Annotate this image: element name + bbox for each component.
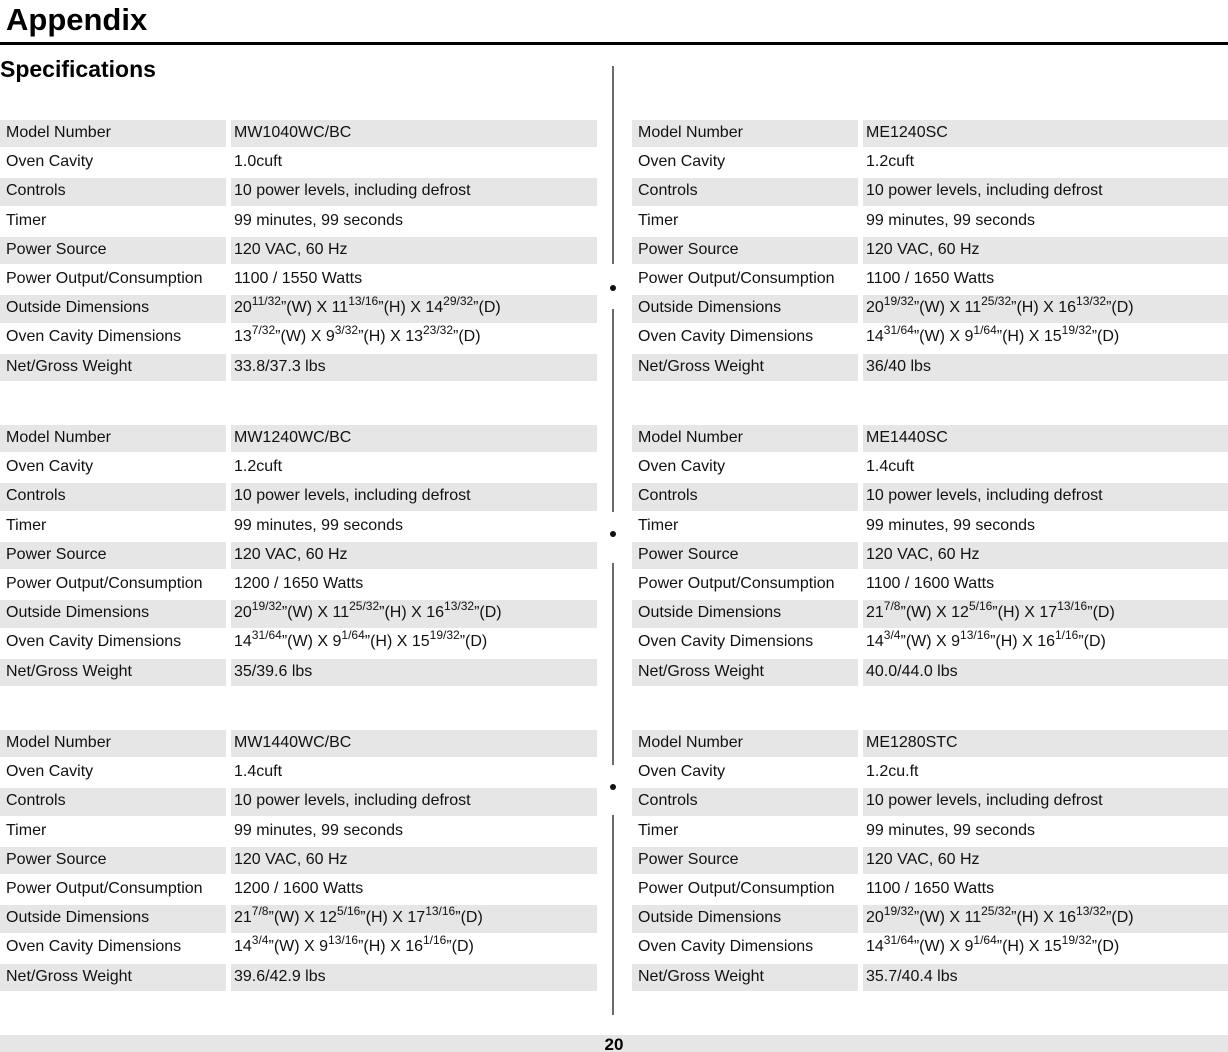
- dimension-fraction: 1/64: [341, 628, 365, 643]
- dimension-whole: 9: [325, 328, 335, 346]
- spec-value: [863, 295, 1228, 322]
- dimension-unit: ”(W) X: [268, 938, 320, 956]
- spec-value: 10 power levels, including defrost: [863, 788, 1228, 815]
- spec-label: Net/Gross Weight: [0, 964, 226, 991]
- dimension-unit: ”(D): [1106, 909, 1134, 927]
- spec-label: Timer: [6, 516, 47, 534]
- spec-row-model-number: [632, 120, 1228, 149]
- spec-value: 99 minutes, 99 seconds: [866, 821, 1035, 839]
- spec-row-timer: [0, 208, 597, 237]
- dimension-unit: ”(D): [473, 299, 501, 317]
- dimension-unit: ”(H) X: [992, 604, 1040, 622]
- dimension-whole: 9: [332, 633, 342, 651]
- dimension-fraction: 13/16: [328, 933, 359, 948]
- spec-label: Net/Gross Weight: [632, 354, 858, 381]
- spec-value: ME1280STC: [863, 730, 1228, 757]
- dimension-unit: ”(H) X: [990, 633, 1038, 651]
- spec-label: Controls: [0, 788, 226, 815]
- dimension-fraction: 7/8: [251, 904, 269, 919]
- dimension-unit: ”(W) X: [268, 909, 320, 927]
- spec-row-power-output: [632, 876, 1228, 905]
- dimension-fraction: 25/32: [981, 904, 1012, 919]
- spec-value: 99 minutes, 99 seconds: [234, 821, 403, 839]
- spec-label: Timer: [638, 516, 679, 534]
- spec-row-oven-cavity-dimensions: [0, 629, 597, 658]
- spec-label: Oven Cavity: [6, 153, 94, 171]
- dimension-fraction: 25/32: [981, 294, 1012, 309]
- spec-label: Oven Cavity Dimensions: [638, 633, 814, 651]
- spec-row-net-gross-weight: [632, 354, 1228, 383]
- spec-row-oven-cavity: [0, 759, 597, 788]
- spec-row-model-number: [0, 730, 597, 759]
- spec-row-controls: [0, 788, 597, 817]
- spec-row-net-gross-weight: [632, 964, 1228, 993]
- spec-label: Net/Gross Weight: [0, 659, 226, 686]
- spec-label: Timer: [6, 211, 47, 229]
- spec-label: Power Source: [632, 847, 858, 874]
- spec-row-controls: [0, 178, 597, 207]
- dimension-whole: 12: [319, 909, 337, 927]
- page-number: 20: [604, 1035, 624, 1052]
- spec-label: Oven Cavity: [638, 763, 726, 781]
- dimension-unit: ”(D): [1078, 633, 1106, 651]
- column-divider: [612, 66, 614, 264]
- spec-row-model-number: [0, 120, 597, 149]
- dimension-whole: 16: [1037, 633, 1055, 651]
- spec-value: 1100 / 1650 Watts: [866, 269, 995, 287]
- page-title: Appendix: [6, 2, 148, 37]
- dimension-whole: 16: [405, 938, 423, 956]
- dimension-fraction: 23/32: [422, 323, 454, 338]
- spec-value: 33.8/37.3 lbs: [231, 354, 597, 381]
- spec-label: Oven Cavity Dimensions: [638, 938, 814, 956]
- spec-row-timer: [0, 818, 597, 847]
- spec-row-timer: [632, 208, 1228, 237]
- dimension-fraction: 19/32: [883, 294, 914, 309]
- spec-row-power-output: [632, 266, 1228, 295]
- dimension-whole: 14: [425, 299, 444, 317]
- dimension-whole: 14: [866, 633, 884, 651]
- dimension-unit: ”(W) X: [275, 328, 326, 346]
- spec-row-outside-dimensions: [632, 905, 1228, 934]
- dimension-unit: ”(H) X: [996, 328, 1044, 346]
- spec-row-timer: [632, 818, 1228, 847]
- dimension-unit: ”(W) X: [281, 633, 333, 651]
- spec-label: Power Source: [632, 237, 858, 264]
- spec-label: Model Number: [632, 425, 858, 452]
- spec-value: 1.0cuft: [234, 153, 283, 171]
- spec-value: 10 power levels, including defrost: [231, 483, 597, 510]
- divider-dot: [610, 285, 616, 291]
- dimension-whole: 14: [234, 633, 252, 651]
- divider-dot: [610, 784, 616, 790]
- dimension-whole: 11: [964, 909, 982, 927]
- spec-label: Oven Cavity Dimensions: [6, 633, 182, 651]
- spec-label: Outside Dimensions: [632, 295, 858, 322]
- spec-label: Net/Gross Weight: [632, 964, 858, 991]
- spec-value: 39.6/42.9 lbs: [231, 964, 597, 991]
- spec-value: 120 VAC, 60 Hz: [231, 847, 597, 874]
- spec-value: MW1440WC/BC: [231, 730, 597, 757]
- spec-row-outside-dimensions: [0, 295, 597, 324]
- dimension-fraction: 7/8: [883, 599, 901, 614]
- dimension-unit: ”(D): [446, 938, 474, 956]
- spec-value: 40.0/44.0 lbs: [863, 659, 1228, 686]
- dimension-unit: ”(W) X: [913, 328, 965, 346]
- spec-value: 1100 / 1600 Watts: [866, 574, 995, 592]
- dimension-whole: 17: [407, 909, 426, 927]
- spec-label: Power Output/Consumption: [6, 879, 203, 897]
- spec-label: Power Output/Consumption: [638, 879, 835, 897]
- spec-row-net-gross-weight: [632, 659, 1228, 688]
- dimension-whole: 9: [319, 938, 329, 956]
- dimension-unit: ”(W) X: [913, 938, 965, 956]
- dimension-unit: ”(D): [1091, 328, 1120, 346]
- dimension-fraction: 19/32: [251, 599, 282, 614]
- spec-value: 36/40 lbs: [863, 354, 1228, 381]
- spec-table: [632, 425, 1228, 688]
- spec-label: Power Output/Consumption: [6, 574, 203, 592]
- dimension-unit: ”(W) X: [900, 604, 952, 622]
- spec-row-model-number: [632, 730, 1228, 759]
- spec-label: Controls: [0, 178, 226, 205]
- section-title: Specifications: [0, 56, 156, 82]
- dimension-whole: 11: [964, 299, 982, 317]
- spec-label: Outside Dimensions: [632, 600, 858, 627]
- dimension-fraction: 1/64: [973, 933, 997, 948]
- spec-value: 99 minutes, 99 seconds: [234, 516, 403, 534]
- dimension-fraction: 3/32: [334, 323, 359, 338]
- spec-label: Outside Dimensions: [632, 905, 858, 932]
- spec-value: 1100 / 1650 Watts: [866, 879, 995, 897]
- spec-row-power-output: [632, 571, 1228, 600]
- spec-row-model-number: [632, 425, 1228, 454]
- spec-value: [231, 905, 597, 932]
- dimension-fraction: 5/16: [336, 904, 361, 919]
- dimension-unit: ”(W) X: [281, 604, 333, 622]
- spec-row-oven-cavity: [0, 454, 597, 483]
- dimension-unit: ”(H) X: [358, 328, 406, 346]
- dimension-unit: ”(D): [455, 909, 483, 927]
- spec-row-outside-dimensions: [0, 905, 597, 934]
- spec-label: Timer: [6, 821, 47, 839]
- dimension-whole: 13: [405, 328, 423, 346]
- spec-value: MW1040WC/BC: [231, 120, 597, 147]
- spec-row-power-output: [0, 876, 597, 905]
- dimension-whole: 12: [951, 604, 969, 622]
- spec-table: [0, 730, 597, 993]
- dimension-fraction: 19/32: [1061, 933, 1092, 948]
- dimension-fraction: 1/64: [973, 323, 997, 338]
- dimension-fraction: 31/64: [251, 628, 282, 643]
- spec-value: 1.2cuft: [234, 458, 283, 476]
- dimension-unit: ”(D): [453, 328, 481, 346]
- spec-value: 35.7/40.4 lbs: [863, 964, 1228, 991]
- title-rule: [0, 42, 1228, 45]
- spec-row-oven-cavity: [632, 149, 1228, 178]
- spec-value: 1.2cuft: [866, 153, 915, 171]
- spec-label: Controls: [632, 788, 858, 815]
- spec-value: 1.2cu.ft: [866, 763, 919, 781]
- spec-value: ME1240SC: [863, 120, 1228, 147]
- spec-label: Model Number: [632, 120, 858, 147]
- spec-value: 1200 / 1650 Watts: [234, 574, 364, 592]
- dimension-unit: ”(W) X: [913, 909, 965, 927]
- spec-value: 1200 / 1600 Watts: [234, 879, 364, 897]
- dimension-whole: 16: [1058, 299, 1077, 317]
- spec-value: ME1440SC: [863, 425, 1228, 452]
- dimension-unit: ”(H) X: [360, 909, 408, 927]
- spec-row-power-output: [0, 266, 597, 295]
- spec-label: Outside Dimensions: [0, 600, 226, 627]
- spec-row-power-source: [0, 237, 597, 266]
- dimension-whole: 14: [866, 938, 884, 956]
- spec-value: 120 VAC, 60 Hz: [863, 542, 1228, 569]
- dimension-fraction: 31/64: [883, 323, 914, 338]
- dimension-unit: ”(W) X: [280, 299, 332, 317]
- dimension-whole: 15: [1043, 328, 1062, 346]
- dimension-fraction: 13/16: [425, 904, 456, 919]
- spec-row-controls: [632, 788, 1228, 817]
- spec-table: [0, 120, 597, 383]
- dimension-whole: 20: [234, 604, 252, 622]
- spec-value: MW1240WC/BC: [231, 425, 597, 452]
- spec-row-power-source: [632, 542, 1228, 571]
- dimension-fraction: 1/16: [422, 933, 447, 948]
- spec-value: 99 minutes, 99 seconds: [866, 516, 1035, 534]
- spec-value: 120 VAC, 60 Hz: [231, 237, 597, 264]
- dimension-whole: 11: [332, 604, 350, 622]
- spec-row-oven-cavity: [632, 454, 1228, 483]
- dimension-whole: 20: [866, 299, 884, 317]
- spec-label: Oven Cavity: [6, 763, 94, 781]
- dimension-fraction: 19/32: [883, 904, 914, 919]
- dimension-unit: ”(H) X: [1011, 299, 1059, 317]
- dimension-unit: ”(H) X: [1011, 909, 1059, 927]
- dimension-whole: 15: [1043, 938, 1062, 956]
- dimension-whole: 16: [1058, 909, 1077, 927]
- spec-value: [863, 324, 1228, 351]
- spec-row-model-number: [0, 425, 597, 454]
- spec-row-outside-dimensions: [632, 295, 1228, 324]
- dimension-fraction: 13/32: [1076, 904, 1107, 919]
- dimension-whole: 21: [866, 604, 884, 622]
- spec-row-power-source: [632, 237, 1228, 266]
- spec-value: [231, 629, 597, 656]
- spec-label: Power Output/Consumption: [6, 269, 203, 287]
- spec-label: Power Source: [0, 847, 226, 874]
- spec-row-controls: [632, 483, 1228, 512]
- dimension-fraction: 25/32: [349, 599, 380, 614]
- spec-label: Controls: [632, 178, 858, 205]
- spec-label: Oven Cavity: [638, 153, 726, 171]
- spec-label: Outside Dimensions: [0, 295, 226, 322]
- spec-label: Power Output/Consumption: [638, 574, 835, 592]
- spec-label: Outside Dimensions: [0, 905, 226, 932]
- spec-label: Model Number: [0, 730, 226, 757]
- column-divider: [612, 563, 614, 765]
- spec-label: Net/Gross Weight: [632, 659, 858, 686]
- spec-label: Oven Cavity Dimensions: [638, 328, 814, 346]
- spec-value: 120 VAC, 60 Hz: [863, 847, 1228, 874]
- dimension-fraction: 19/32: [429, 628, 460, 643]
- spec-value: 10 power levels, including defrost: [863, 178, 1228, 205]
- spec-row-oven-cavity-dimensions: [632, 629, 1228, 658]
- spec-label: Power Source: [632, 542, 858, 569]
- spec-value: 99 minutes, 99 seconds: [234, 211, 403, 229]
- dimension-unit: ”(D): [474, 604, 502, 622]
- spec-row-net-gross-weight: [0, 354, 597, 383]
- spec-value: 10 power levels, including defrost: [863, 483, 1228, 510]
- spec-value: 10 power levels, including defrost: [231, 788, 597, 815]
- spec-table: [0, 425, 597, 688]
- spec-value: [863, 629, 1228, 656]
- dimension-whole: 9: [951, 633, 961, 651]
- column-divider: [612, 309, 614, 512]
- spec-row-net-gross-weight: [0, 659, 597, 688]
- dimension-fraction: 19/32: [1061, 323, 1092, 338]
- spec-value: 35/39.6 lbs: [231, 659, 597, 686]
- spec-label: Model Number: [632, 730, 858, 757]
- dimension-whole: 15: [411, 633, 430, 651]
- spec-value: 120 VAC, 60 Hz: [863, 237, 1228, 264]
- spec-label: Timer: [638, 821, 679, 839]
- dimension-whole: 9: [964, 938, 974, 956]
- spec-row-controls: [632, 178, 1228, 207]
- spec-row-oven-cavity-dimensions: [0, 324, 597, 353]
- spec-table: [632, 730, 1228, 993]
- dimension-fraction: 3/4: [883, 628, 901, 643]
- spec-row-power-source: [0, 542, 597, 571]
- dimension-whole: 20: [866, 909, 884, 927]
- dimension-fraction: 7/32: [251, 323, 276, 338]
- dimension-whole: 21: [234, 909, 252, 927]
- spec-row-oven-cavity: [0, 149, 597, 178]
- dimension-whole: 16: [426, 604, 445, 622]
- spec-row-oven-cavity: [632, 759, 1228, 788]
- spec-label: Timer: [638, 211, 679, 229]
- dimension-fraction: 13/32: [1076, 294, 1107, 309]
- spec-row-controls: [0, 483, 597, 512]
- spec-value: 99 minutes, 99 seconds: [866, 211, 1035, 229]
- dimension-whole: 9: [964, 328, 974, 346]
- spec-value: [863, 905, 1228, 932]
- dimension-unit: ”(W) X: [913, 299, 965, 317]
- spec-row-timer: [632, 513, 1228, 542]
- spec-value: [231, 324, 597, 351]
- spec-table: [632, 120, 1228, 383]
- dimension-unit: ”(H) X: [379, 604, 427, 622]
- spec-value: [863, 600, 1228, 627]
- spec-label: Oven Cavity Dimensions: [6, 328, 182, 346]
- dimension-fraction: 3/4: [251, 933, 269, 948]
- column-divider: [612, 815, 614, 1015]
- dimension-unit: ”(H) X: [358, 938, 406, 956]
- spec-label: Oven Cavity Dimensions: [6, 938, 182, 956]
- dimension-whole: 13: [234, 328, 252, 346]
- dimension-fraction: 13/32: [444, 599, 475, 614]
- spec-label: Power Source: [0, 542, 226, 569]
- dimension-unit: ”(D): [1106, 299, 1134, 317]
- spec-label: Oven Cavity: [638, 458, 726, 476]
- spec-value: [863, 934, 1228, 961]
- dimension-unit: ”(H) X: [364, 633, 412, 651]
- spec-row-oven-cavity-dimensions: [0, 934, 597, 963]
- spec-value: [231, 295, 597, 322]
- dimension-unit: ”(H) X: [378, 299, 426, 317]
- spec-row-oven-cavity-dimensions: [632, 934, 1228, 963]
- dimension-unit: ”(W) X: [900, 633, 952, 651]
- spec-label: Power Source: [0, 237, 226, 264]
- dimension-unit: ”(D): [459, 633, 488, 651]
- dimension-fraction: 1/16: [1054, 628, 1079, 643]
- spec-label: Controls: [0, 483, 226, 510]
- spec-value: 1.4cuft: [234, 763, 283, 781]
- dimension-fraction: 29/32: [443, 294, 474, 309]
- divider-dot: [610, 531, 616, 537]
- spec-row-timer: [0, 513, 597, 542]
- spec-value: 1.4cuft: [866, 458, 915, 476]
- spec-row-outside-dimensions: [632, 600, 1228, 629]
- dimension-whole: 14: [234, 938, 252, 956]
- spec-label: Oven Cavity: [6, 458, 94, 476]
- dimension-fraction: 31/64: [883, 933, 914, 948]
- spec-value: [231, 600, 597, 627]
- spec-row-power-source: [632, 847, 1228, 876]
- dimension-unit: ”(D): [1087, 604, 1115, 622]
- spec-value: [231, 934, 597, 961]
- spec-label: Power Output/Consumption: [638, 269, 835, 287]
- dimension-fraction: 13/16: [960, 628, 991, 643]
- spec-row-power-source: [0, 847, 597, 876]
- dimension-fraction: 13/16: [348, 294, 379, 309]
- spec-label: Controls: [632, 483, 858, 510]
- spec-label: Model Number: [0, 120, 226, 147]
- dimension-unit: ”(D): [1091, 938, 1120, 956]
- dimension-whole: 11: [331, 299, 349, 317]
- dimension-fraction: 13/16: [1057, 599, 1088, 614]
- dimension-unit: ”(H) X: [996, 938, 1044, 956]
- spec-value: 120 VAC, 60 Hz: [231, 542, 597, 569]
- spec-row-net-gross-weight: [0, 964, 597, 993]
- dimension-whole: 20: [234, 299, 252, 317]
- dimension-whole: 14: [866, 328, 884, 346]
- dimension-fraction: 5/16: [968, 599, 993, 614]
- spec-label: Net/Gross Weight: [0, 354, 226, 381]
- spec-row-outside-dimensions: [0, 600, 597, 629]
- spec-row-oven-cavity-dimensions: [632, 324, 1228, 353]
- dimension-fraction: 11/32: [251, 294, 281, 309]
- spec-row-power-output: [0, 571, 597, 600]
- spec-value: 10 power levels, including defrost: [231, 178, 597, 205]
- spec-value: 1100 / 1550 Watts: [234, 269, 363, 287]
- dimension-whole: 17: [1039, 604, 1058, 622]
- spec-label: Model Number: [0, 425, 226, 452]
